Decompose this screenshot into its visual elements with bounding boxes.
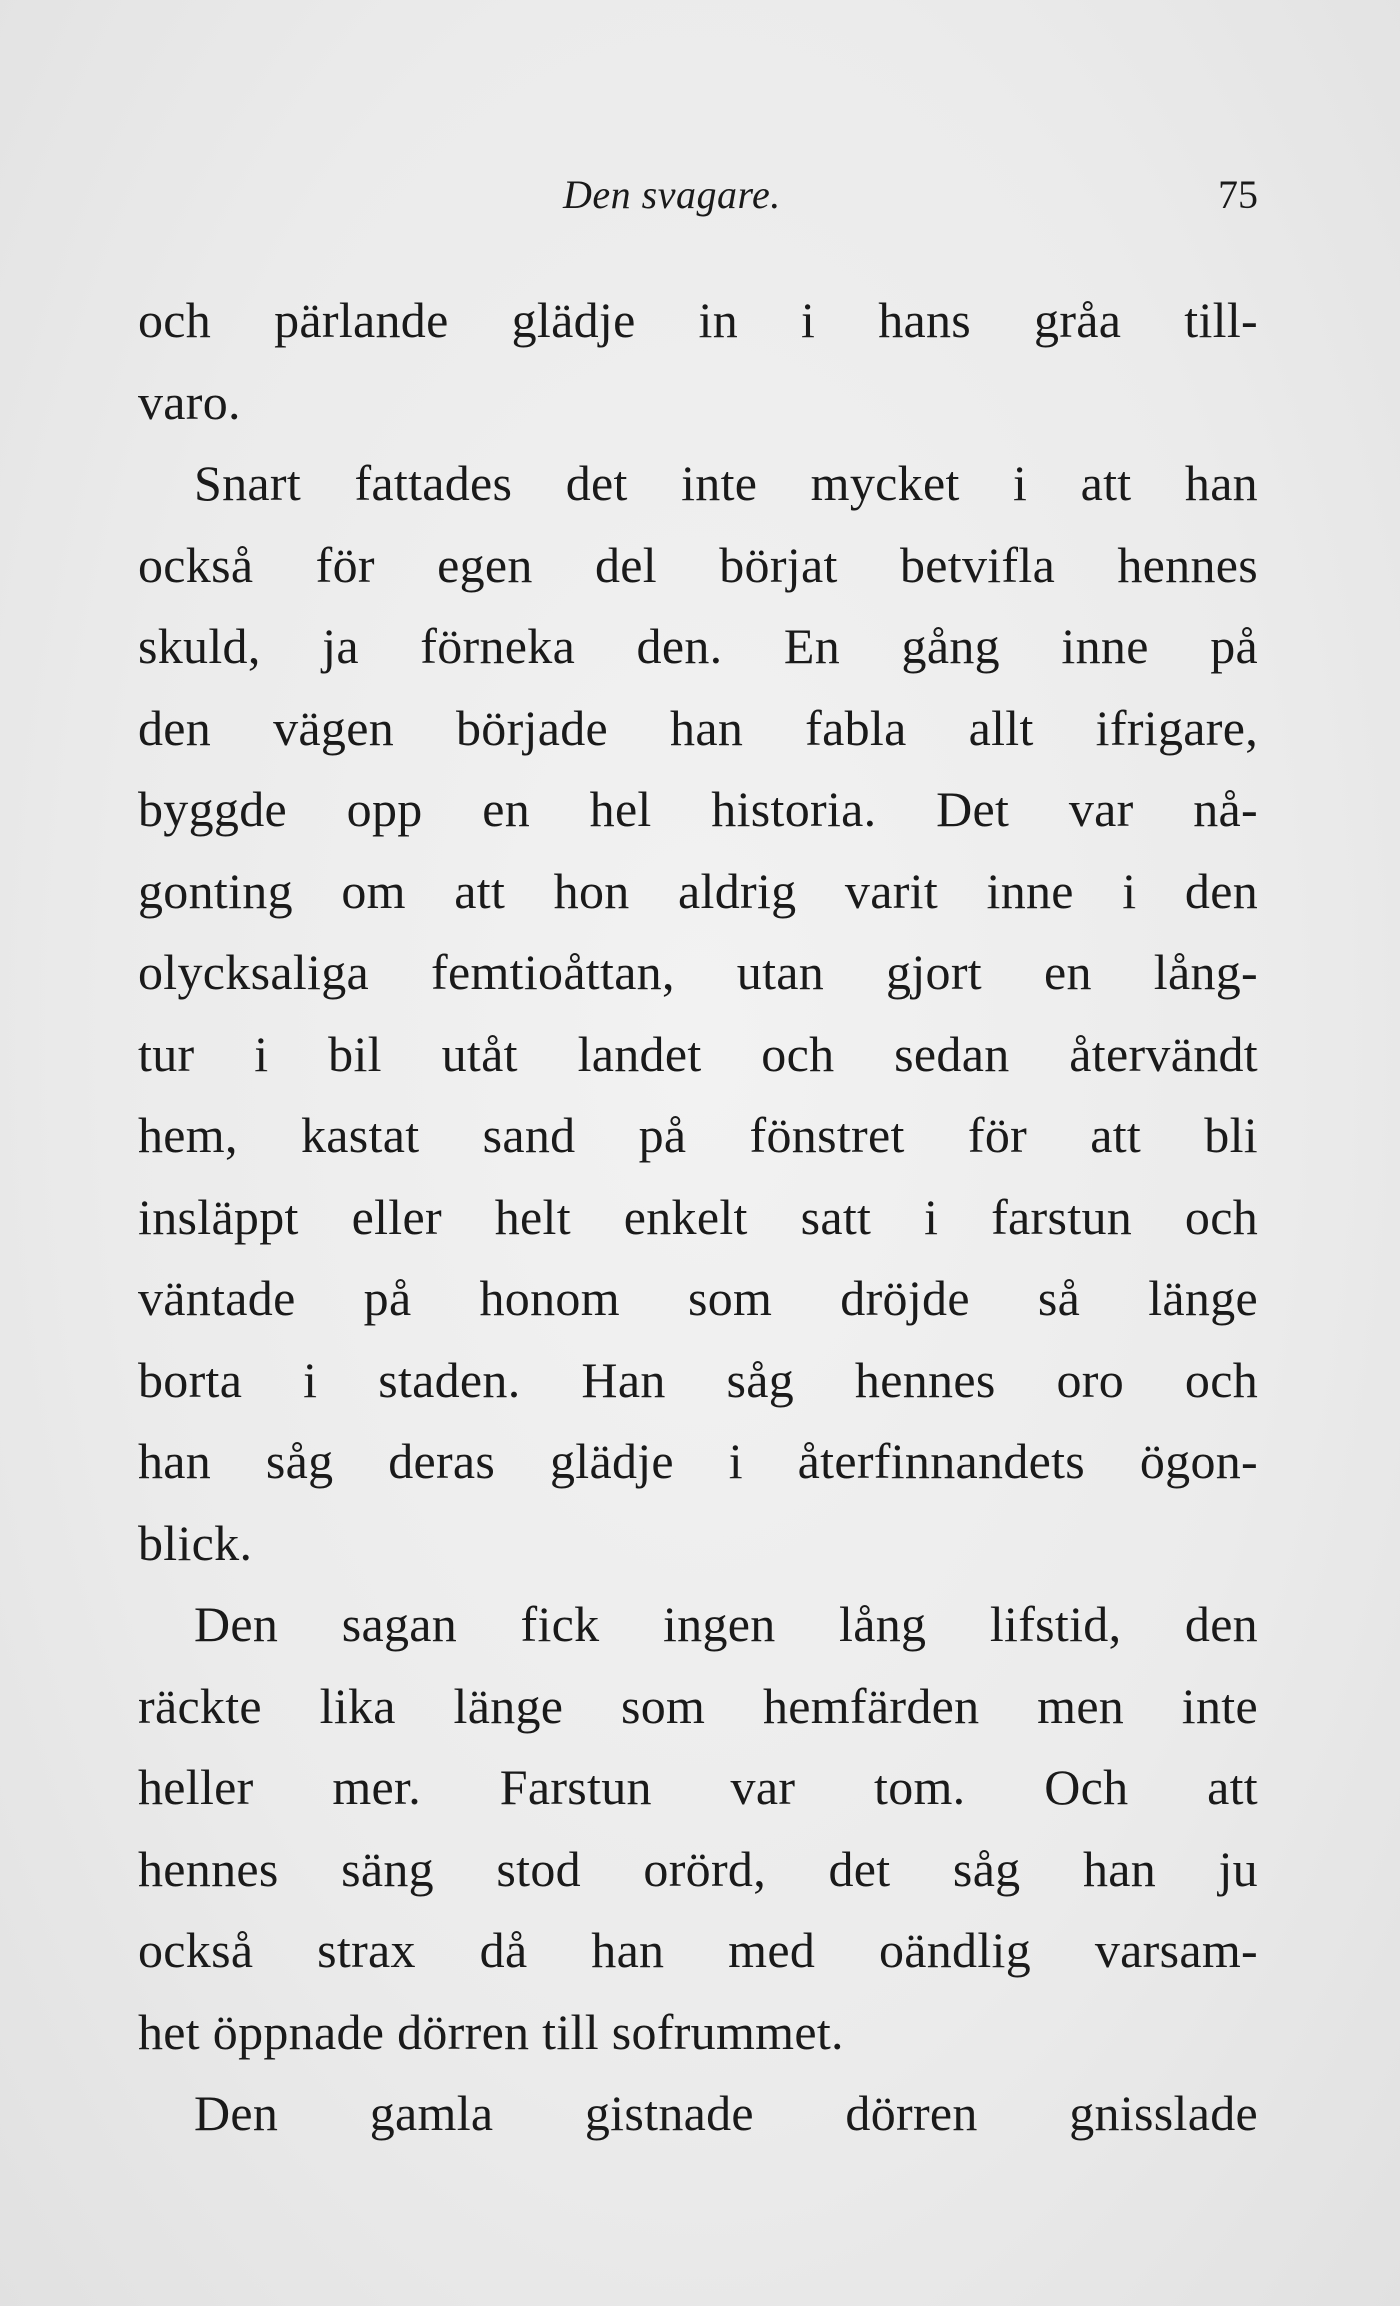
text-line: skuld, ja förneka den. En gång inne på xyxy=(138,618,1258,674)
text-line: hennes säng stod orörd, det såg han ju xyxy=(138,1840,1258,1897)
page-number: 75 xyxy=(1218,172,1258,217)
text-line: han såg deras glädje i återfinnandets ögon- xyxy=(138,1433,1258,1489)
text-line: den vägen började han fabla allt ifrigare, xyxy=(138,699,1258,756)
text-line: Den gamla gistnade dörren gnisslade xyxy=(194,2085,1258,2141)
text-line: varo. xyxy=(138,373,241,430)
text-line: gonting om att hon aldrig varit inne i den xyxy=(138,862,1258,919)
body-text xyxy=(138,280,1258,2155)
text-line: väntade på honom som dröjde så länge xyxy=(138,1270,1258,1326)
text-line: tur i bil utåt landet och sedan återvändt xyxy=(138,1025,1258,1082)
text-line: också strax då han med oändlig varsam- xyxy=(138,1922,1258,1978)
running-title: Den svagare. xyxy=(563,172,781,217)
page-header xyxy=(138,165,1258,225)
text-line: och pärlande glädje in i hans gråa till- xyxy=(138,292,1258,348)
text-line: insläppt eller helt enkelt satt i farstun och xyxy=(138,1188,1258,1245)
text-line: Snart fattades det inte mycket i att han xyxy=(194,455,1258,511)
text-line: heller mer. Farstun var tom. Och att xyxy=(138,1759,1258,1815)
text-line: het öppnade dörren till sofrummet. xyxy=(138,2003,844,2060)
text-line: också för egen del börjat betvifla hennes xyxy=(138,536,1258,593)
text-line: borta i staden. Han såg hennes oro och xyxy=(138,1351,1258,1408)
text-line: hem, kastat sand på fönstret för att bli xyxy=(138,1107,1258,1163)
text-line: blick. xyxy=(138,1514,253,1571)
text-line: olycksaliga femtioåttan, utan gjort en lång- xyxy=(138,944,1258,1000)
text-line: byggde opp en hel historia. Det var nå- xyxy=(138,781,1258,837)
text-line: Den sagan fick ingen lång lifstid, den xyxy=(194,1596,1258,1652)
text-line: räckte lika länge som hemfärden men inte xyxy=(138,1677,1258,1734)
